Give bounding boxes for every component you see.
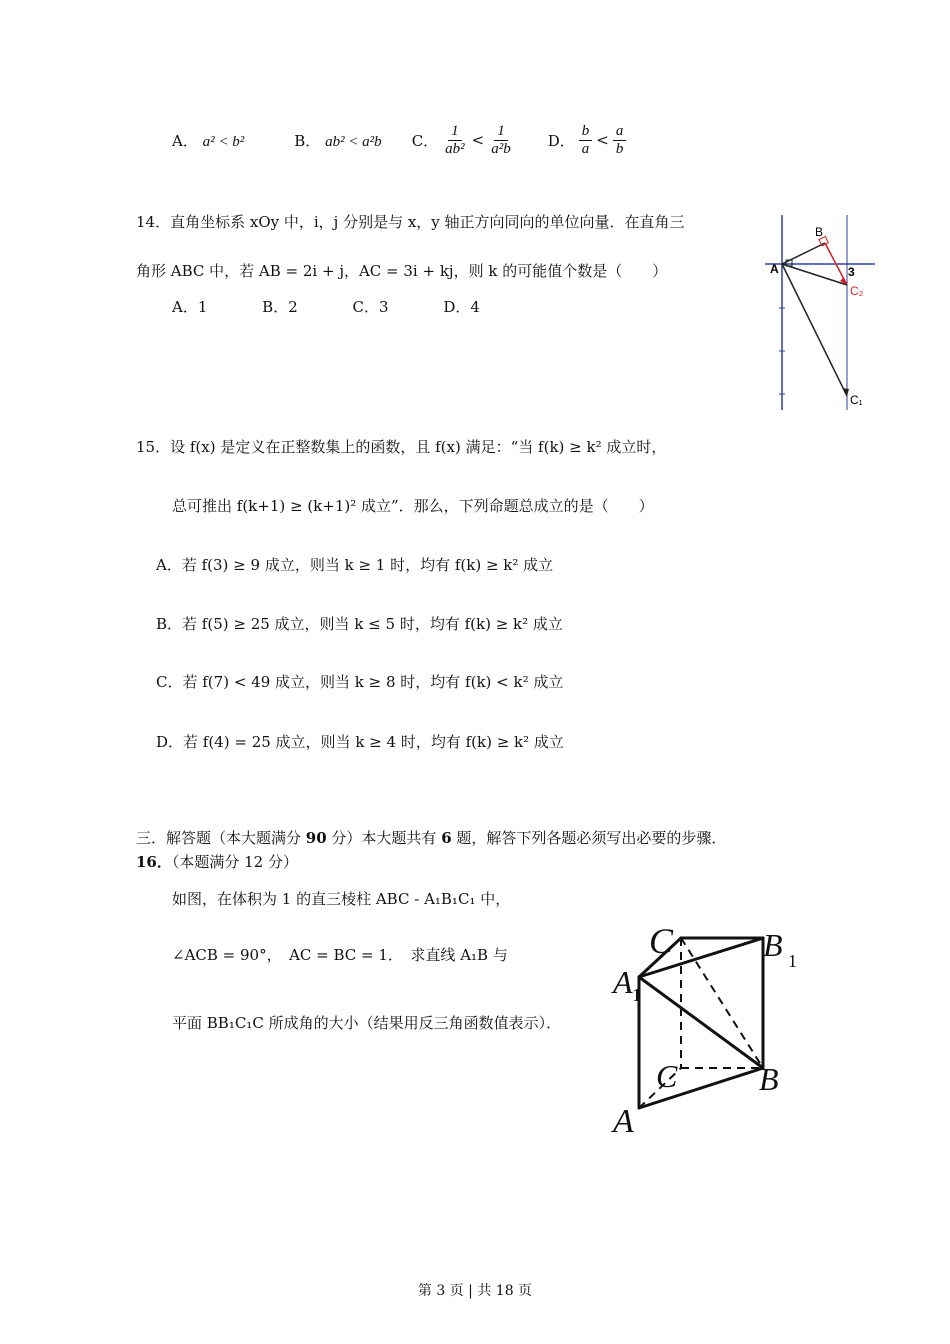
page-footer: 第 3 页 | 共 18 页 <box>417 1283 533 1299</box>
label-b: B <box>759 1061 779 1097</box>
q14-options <box>172 296 480 317</box>
q15-option-a: A．若 f(3) ≥ 9 成立，则当 k ≥ 1 时，均有 f(k) ≥ k² 成立 <box>156 556 554 574</box>
segment-c1-b-hidden <box>681 938 763 1068</box>
label-a1-sub: 1 <box>632 985 641 1005</box>
q16-line2: ∠ACB = 90°， AC = BC = 1． 求直线 A₁B 与 <box>172 946 508 964</box>
segment-a1-b <box>639 977 763 1068</box>
q15-line2: 总可推出 f(k+1) ≥ (k+1)² 成立”．那么，下列命题总成立的是（ ） <box>172 497 654 515</box>
q14-arrow-c1 <box>842 388 849 396</box>
label-b1: B <box>763 927 783 963</box>
q16-line1: 如图，在体积为 1 的直三棱柱 ABC - A₁B₁C₁ 中， <box>172 890 511 908</box>
q15-option-d: D．若 f(4) = 25 成立，则当 k ≥ 4 时，均有 f(k) ≥ k² 成立 <box>156 733 564 751</box>
q13-option-a: A． a² < b² <box>172 131 245 150</box>
q14-label-c1: C₁ <box>850 393 863 407</box>
q14-label-c2: C₂ <box>850 284 864 298</box>
label-c: C <box>656 1058 678 1094</box>
q13-option-c: C． $\frac{1}{\text{ab²}}$ < $\frac{1}{\text{a²b}}$ <box>411 123 511 157</box>
q14-option-d: D．4 <box>443 298 480 316</box>
q14-label-3: 3 <box>848 265 855 279</box>
q13-option-d: D． $\frac{b}{a}$ < $\frac{a}{b}$ <box>548 123 631 157</box>
q14-option-b: B．2 <box>262 298 298 316</box>
q16-line3: 平面 BB₁C₁C 所成角的大小（结果用反三角函数值表示）． <box>172 1014 562 1032</box>
q14-line1: 14．直角坐标系 xOy 中，i，j 分别是与 x，y 轴正方向同向的单位向量．在直角三 <box>136 213 685 231</box>
q14-vector-ac1 <box>782 264 847 396</box>
section3-heading: 三．解答题（本大题满分 90 分）本大题共有 6 题，解答下列各题必须写出必要的步骤． <box>136 829 727 847</box>
q15-line1: 15．设 f(x) 是定义在正整数集上的函数，且 f(x) 满足：“当 f(k) ≥ k² 成立时， <box>136 438 667 456</box>
q15-option-b: B．若 f(5) ≥ 25 成立，则当 k ≤ 5 时，均有 f(k) ≥ k² 成立 <box>156 615 563 633</box>
q16-prism-figure <box>605 915 805 1140</box>
q14-option-a: A．1 <box>172 298 208 316</box>
q14-figure <box>760 210 880 415</box>
q14-line2: 角形 ABC 中，若 AB = 2i + j，AC = 3i + kj，则 k 的可能值个数是（ ） <box>136 262 668 280</box>
q13-options <box>172 120 630 160</box>
q13-option-b: B． ab² < a²b <box>294 131 382 150</box>
label-b1-sub: 1 <box>788 951 797 971</box>
q15-option-c: C．若 f(7) < 49 成立，则当 k ≥ 8 时，均有 f(k) < k² 成立 <box>156 673 564 691</box>
q14-label-a: A <box>770 262 779 276</box>
label-a1: A <box>613 964 633 1000</box>
label-a: A <box>613 1103 634 1140</box>
q16-header: 16．（本题满分 12 分） <box>136 853 298 871</box>
q14-label-b: B <box>815 225 824 239</box>
label-c1: C <box>649 921 674 961</box>
q14-option-c: C．3 <box>352 298 389 316</box>
